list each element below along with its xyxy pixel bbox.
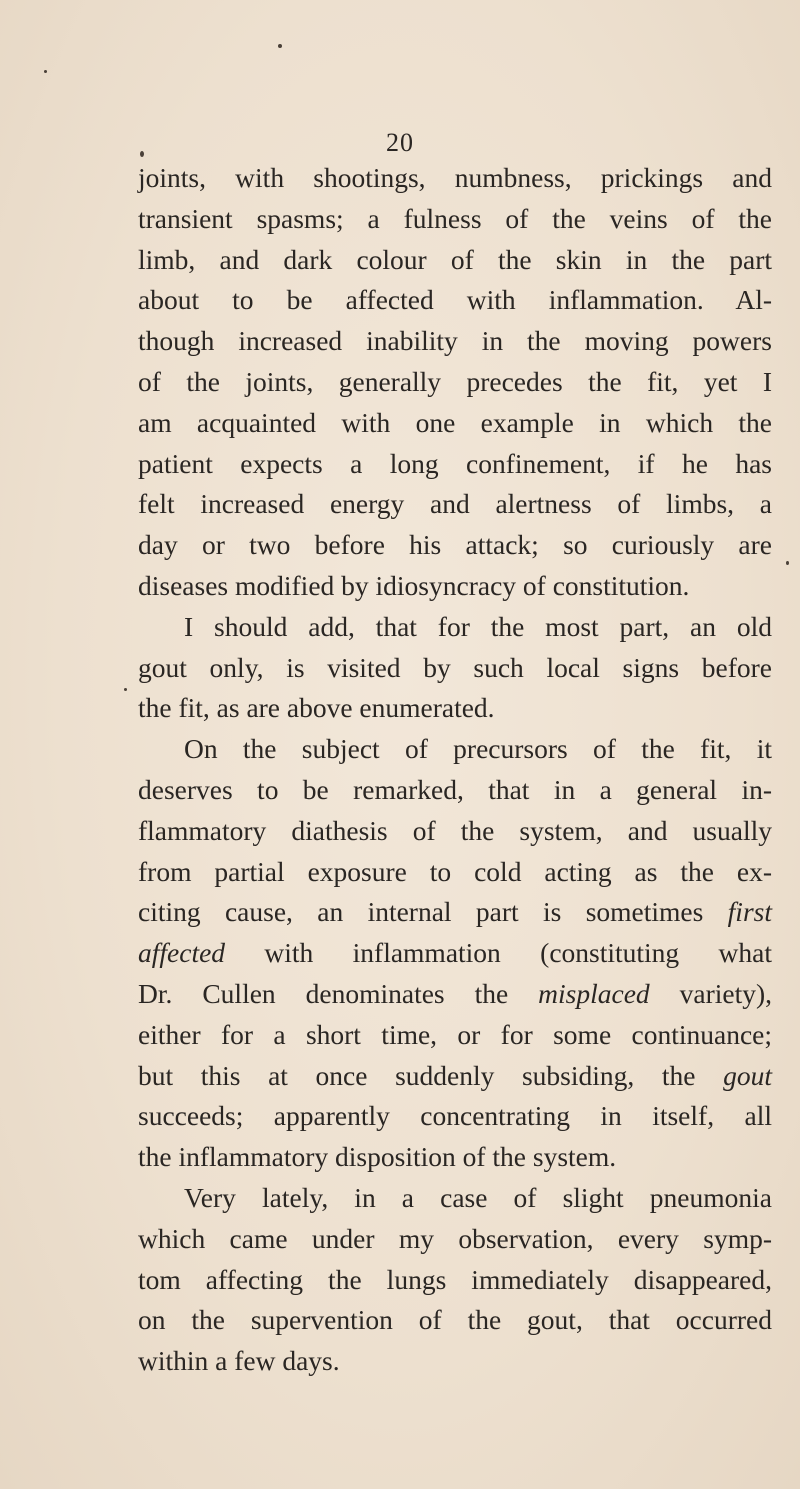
text-line: diseases modified by idiosyncracy of constitution. — [138, 569, 690, 601]
text-line: succeeds; apparently concentrating in itself, all — [138, 1100, 772, 1132]
text-line: the fit, as are above enumerated. — [138, 692, 495, 724]
text-line: limb, and dark colour of the skin in the part — [138, 243, 772, 275]
text-line: felt increased energy and alertness of limbs, a — [138, 488, 772, 520]
italic-word: gout — [723, 1059, 772, 1091]
italic-word: first — [727, 896, 772, 928]
paper-speck — [44, 70, 47, 73]
text-line: I should add, that for the most part, an old — [184, 610, 772, 642]
text-line: within a few days. — [138, 1345, 340, 1377]
text-line: though increased inability in the moving powers — [138, 325, 772, 357]
text-line: tom affecting the lungs immediately disappeared, — [138, 1263, 772, 1295]
text-line: citing cause, an internal part is sometimes first — [138, 896, 772, 928]
text-line: on the supervention of the gout, that occurred — [138, 1304, 772, 1336]
italic-word: misplaced — [538, 977, 650, 1009]
text-line: joints, with shootings, numbness, prickings and — [138, 162, 772, 193]
text-line: affected with inflammation (constituting what — [138, 937, 772, 969]
text-line: am acquainted with one example in which the — [138, 406, 772, 438]
text-line: which came under my observation, every symp- — [138, 1222, 772, 1254]
text-line: day or two before his attack; so curiously are — [138, 529, 772, 561]
text-line: the inflammatory disposition of the system. — [138, 1141, 617, 1173]
text-line: Dr. Cullen denominates the misplaced variety), — [138, 977, 772, 1009]
text-line: Very lately, in a case of slight pneumonia — [184, 1181, 772, 1213]
paper-speck — [786, 561, 789, 565]
text-line: patient expects a long confinement, if he has — [138, 447, 772, 479]
text-line: gout only, is visited by such local signs before — [138, 651, 772, 683]
body-text — [138, 158, 772, 1382]
text-line: about to be affected with inflammation. Al- — [138, 284, 772, 316]
text-line: but this at once suddenly subsiding, the gout — [138, 1059, 772, 1091]
paper-speck — [278, 44, 282, 48]
paper-speck — [124, 688, 127, 691]
paper-speck — [140, 151, 144, 157]
text-line: either for a short time, or for some continuance; — [138, 1018, 772, 1050]
text-line: flammatory diathesis of the system, and usually — [138, 814, 772, 846]
text-line: transient spasms; a fulness of the veins of the — [138, 202, 772, 234]
italic-word: affected — [138, 937, 226, 969]
text-line: On the subject of precursors of the fit, it — [184, 733, 772, 765]
text-line: of the joints, generally precedes the fit, yet I — [138, 365, 772, 397]
text-line: deserves to be remarked, that in a general in- — [138, 773, 772, 805]
text-line: from partial exposure to cold acting as the ex- — [138, 855, 772, 887]
page-number: 20 — [386, 128, 414, 157]
